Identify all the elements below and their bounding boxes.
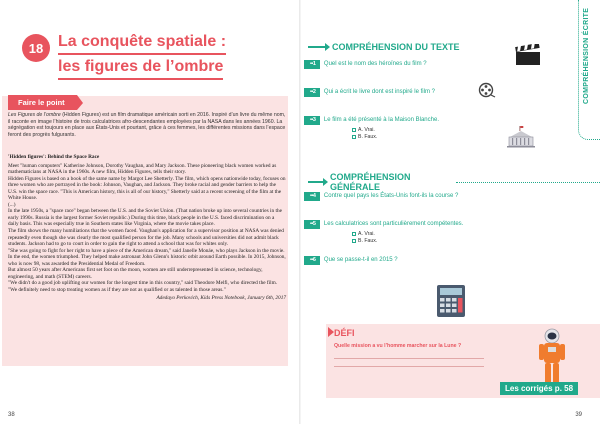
- arrow-icon: [308, 46, 328, 48]
- chapter-title: [58, 32, 288, 82]
- section-title: COMPRÉHENSION DU TEXTE: [332, 42, 460, 52]
- french-summary: [8, 112, 286, 138]
- summary-film-title: Les Figures de l’ombre: [8, 112, 61, 118]
- checkbox-icon[interactable]: [352, 232, 356, 236]
- question-text: Qui a écrit le livre dont est inspiré le film ?: [323, 89, 435, 95]
- checkbox-icon[interactable]: [352, 128, 356, 132]
- question-number: •• 1: [304, 60, 320, 69]
- chapter-number-badge: 18: [22, 34, 50, 62]
- answer-line[interactable]: [334, 358, 484, 359]
- question-number: •• 4: [304, 192, 320, 201]
- article-paragraph: "She was going to fight for her right to have a piece of the American dream," said Janelle Monáe, who plays Jackson in the movie.: [8, 247, 285, 254]
- article-paragraph: (...): [8, 201, 16, 208]
- summary-text: (Hidden Figures) est un film dramatique américain sorti en 2016. Inspiré d’un livre du même nom, il raconte en image l’histoire de trois calculatrices afro-descendantes employées par la NASA dans les années 1960. La ségrégation est toujours en place aux États-Unis et pourtant, grâce à ces femmes, les différentes missions dans l’espace feront des progrès fulgurants.: [8, 112, 286, 138]
- calculator-icon: [436, 284, 466, 318]
- arrow-icon: [308, 181, 326, 183]
- question-6: [304, 256, 398, 265]
- right-page: [300, 0, 600, 424]
- chapter-title-line-2: les figures de l’ombre: [58, 57, 223, 80]
- chapter-title-line-1: La conquête spatiale :: [58, 32, 226, 55]
- option-a[interactable]: A. Vrai.: [352, 127, 377, 134]
- english-article: [8, 154, 286, 302]
- article-paragraph: The film shows the many humiliations that the women faced. Vaughan's application for a supervisor position at NASA was denied repeatedly even though she was clearly the most qualified person for the job. Many schools and universities did not admit black students. Jackson had to go to court in order to gain the right to attend a school that was for whites only.: [8, 228, 284, 248]
- article-paragraph: In the late 1950s, a "space race" began between the U.S. and the Soviet Union. (That nation broke up into several countries in the early 1990s. Russia is the largest former Soviet republic.) During this time, black people in the U.S. faced discrimination on a daily basis. This was especially true in Southern states like Virginia, where the movie takes place.: [8, 208, 282, 228]
- article-paragraph: "We didn't do a good job uplifting our women for the longest time in this country," said Theodore Melfi, who directed the film. "We definitely need to stop treating women as if they are not as qualified or as talented in those areas.": [8, 280, 278, 293]
- faire-le-point-label: Faire le point: [8, 95, 77, 110]
- question-4: [304, 192, 458, 201]
- question-text: Quel est le nom des héroïnes du film ?: [323, 61, 427, 67]
- question-number: •• 5: [304, 220, 320, 229]
- question-text: Que se passe-t-il en 2015 ?: [323, 257, 398, 263]
- white-house-icon: [506, 126, 536, 148]
- checkbox-icon[interactable]: [352, 135, 356, 139]
- question-number: •• 6: [304, 256, 320, 265]
- question-number: •• 3: [304, 116, 320, 125]
- defi-question: Quelle mission a vu l’homme marcher sur la Lune ?: [334, 343, 462, 349]
- corriges-link[interactable]: Les corrigés p. 58: [500, 382, 578, 395]
- question-2: [304, 88, 435, 97]
- section-comprehension-generale: [308, 172, 600, 192]
- question-number: •• 2: [304, 88, 320, 97]
- checkbox-icon[interactable]: [352, 239, 356, 243]
- answer-line[interactable]: [334, 366, 484, 367]
- section-comprehension-texte: [308, 42, 460, 52]
- article-source: Adedayo Perkovich, Kids Press Notebook, January 6th, 2017: [156, 295, 286, 302]
- option-b[interactable]: B. Faux.: [352, 134, 377, 141]
- defi-title: DÉFI: [334, 328, 355, 338]
- question-3-options: [352, 127, 377, 141]
- page-number-right: 39: [575, 412, 582, 418]
- question-1: [304, 60, 427, 69]
- article-paragraph: Meet "human computers" Katherine Johnson, Dorothy Vaughan, and Mary Jackson. These pioneering black women worked as mathematicians at NASA in the 1960s. A new film, Hidden Figures, tells their story.: [8, 162, 277, 176]
- article-title: 'Hidden figures': Behind the Space Race: [8, 154, 100, 160]
- article-paragraph: In the end, the women triumphed. They helped make astronaut John Glenn's historic orbit around Earth possible. In 2015, Johnson, who is now 98, was awarded the Presidential Medal of Freedom.: [8, 254, 286, 267]
- astronaut-icon: [538, 328, 566, 390]
- question-text: Les calculatrices sont particulièrement compétentes.: [323, 221, 464, 227]
- section-title: COMPRÉHENSION GÉNÉRALE: [330, 172, 411, 192]
- clapperboard-icon: [514, 44, 542, 66]
- side-label: COMPRÉHENSION ÉCRITE: [583, 8, 590, 105]
- article-paragraph: Hidden Figures is based on a book of the same name by Margot Lee Shetterly. The film, which opens nationwide today, focuses on three women who are portrayed in the book: Johnson, Vaughan, and Jackson. They broke racial and gender barriers to help the U.S. win the space race. "This is American history, this is all of our history," Shetterly said at a recent screening of the film at the White House.: [8, 175, 286, 202]
- option-b[interactable]: B. Faux.: [352, 238, 377, 245]
- page-number-left: 38: [8, 412, 15, 418]
- question-5-options: [352, 231, 377, 245]
- question-5: [304, 220, 463, 229]
- dotted-rule: [456, 182, 600, 183]
- question-text: Contre quel pays les États-Unis font-ils la course ?: [323, 193, 459, 199]
- question-text: Le film a été présenté à la Maison Blanche.: [323, 117, 439, 123]
- film-reel-icon: [478, 82, 496, 98]
- question-3: [304, 116, 439, 125]
- option-a[interactable]: A. Vrai.: [352, 231, 377, 238]
- article-paragraph: But almost 50 years after Americans first set foot on the moon, women are still underrepresented in science, technology, engineering, and math (STEM) careers.: [8, 267, 263, 280]
